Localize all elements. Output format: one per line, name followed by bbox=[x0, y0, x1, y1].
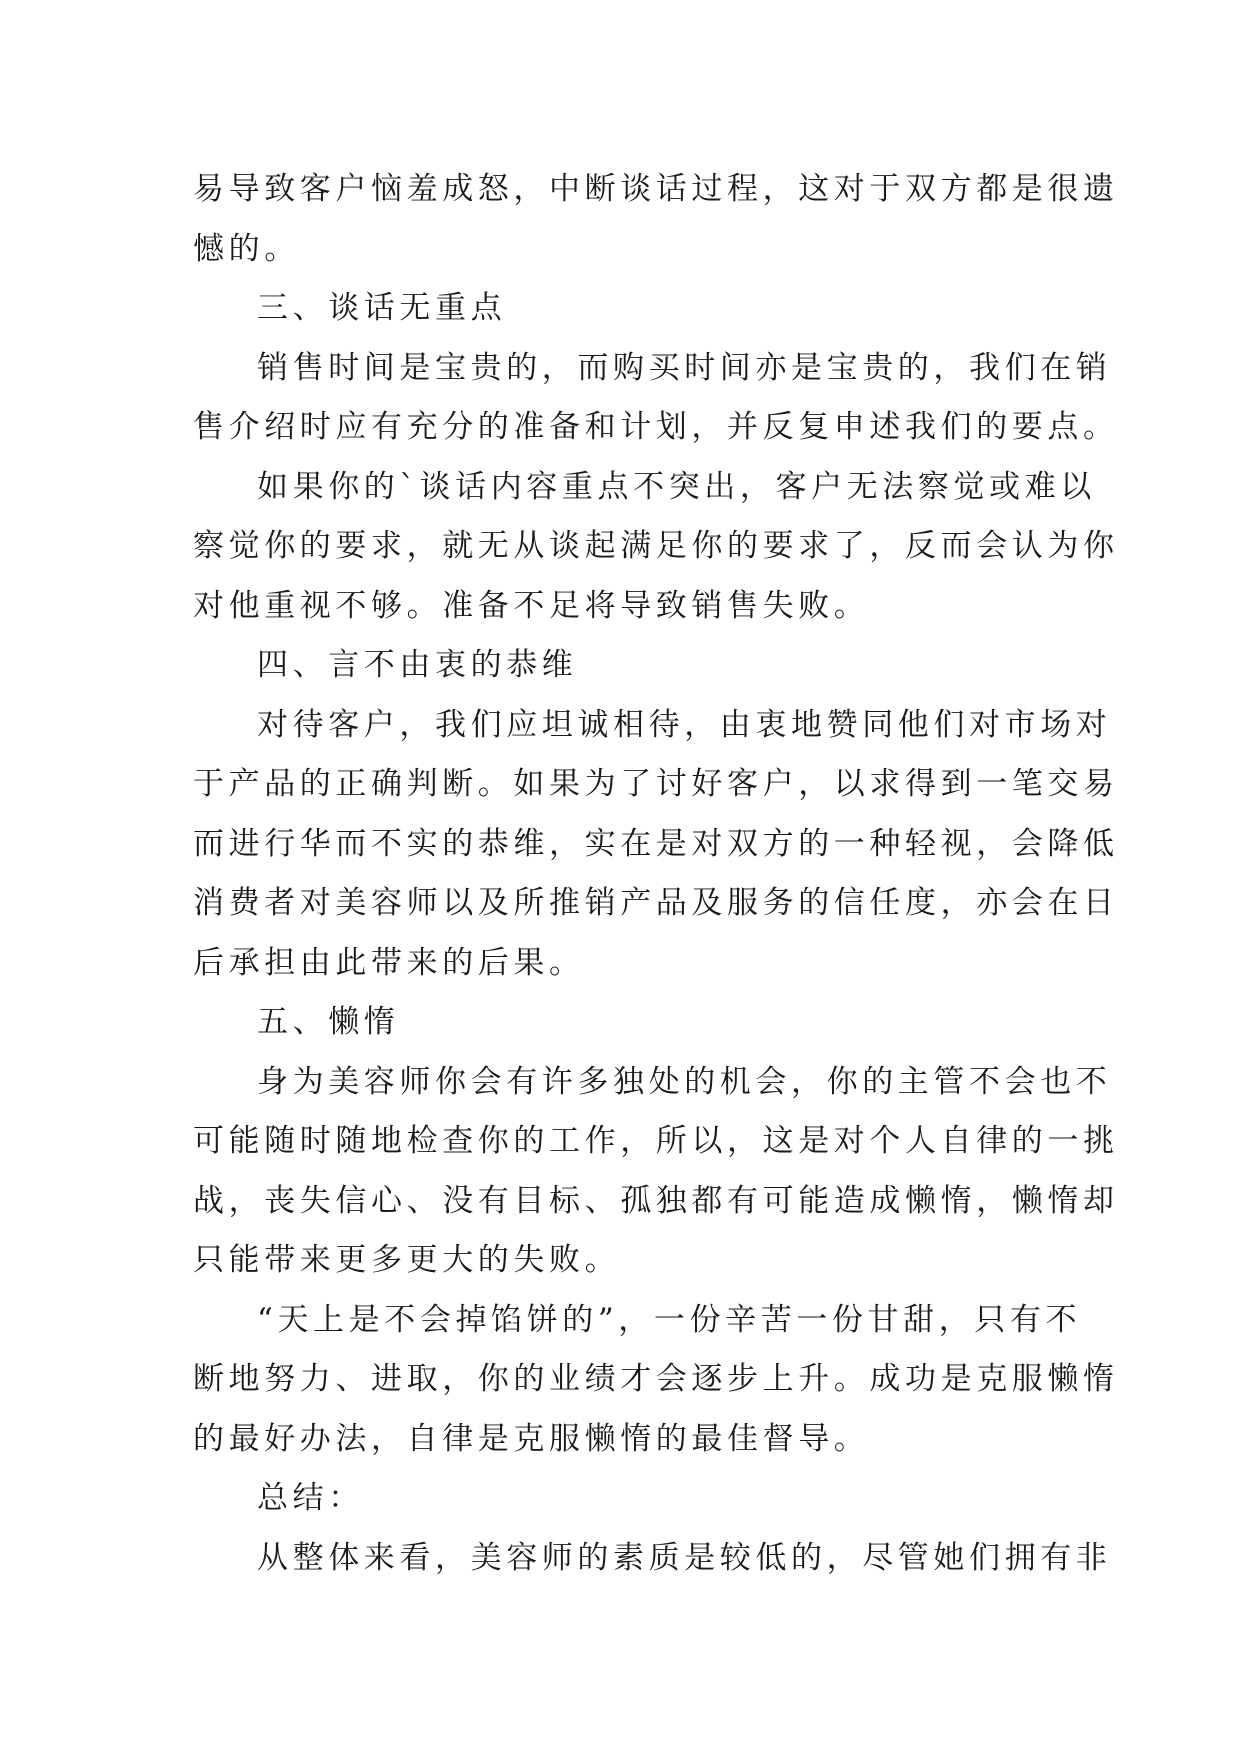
section-heading: 五、懒惰 bbox=[257, 1004, 400, 1040]
text-line: 憾的。 bbox=[193, 230, 300, 267]
text-line: 的最好办法，自律是克服懒惰的最佳督导。 bbox=[193, 1420, 870, 1457]
text-line: 如果你的`谈话内容重点不突出，客户无法察觉或难以 bbox=[257, 468, 1096, 505]
section-heading: 三、谈话无重点 bbox=[257, 290, 507, 326]
text-line: 销售时间是宝贵的，而购买时间亦是宝贵的，我们在销 bbox=[257, 349, 1112, 386]
text-line: 对他重视不够。准备不足将导致销售失败。 bbox=[193, 587, 870, 624]
text-line: 察觉你的要求，就无从谈起满足你的要求了，反而会认为你 bbox=[193, 528, 1119, 564]
text-line: 对待客户，我们应坦诚相待，由衷地赞同他们对市场对 bbox=[257, 706, 1112, 743]
text-line: 易导致客户恼羞成怒，中断谈话过程，这对于双方都是很遗 bbox=[193, 171, 1119, 207]
text-line: 从整体来看，美容师的素质是较低的，尽管她们拥有非 bbox=[257, 1539, 1112, 1576]
text-line: 身为美容师你会有许多独处的机会，你的主管不会也不 bbox=[257, 1063, 1112, 1100]
text-line: 战，丧失信心、没有目标、孤独都有可能造成懒惰，懒惰却 bbox=[193, 1182, 1119, 1219]
text-line: 断地努力、进取，你的业绩才会逐步上升。成功是克服懒惰 bbox=[193, 1361, 1119, 1397]
text-line: 可能随时随地检查你的工作，所以，这是对个人自律的一挑 bbox=[193, 1123, 1119, 1159]
text-line: 消费者对美容师以及所推销产品及服务的信任度，亦会在日 bbox=[193, 885, 1119, 921]
text-line: 而进行华而不实的恭维，实在是对双方的一种轻视，会降低 bbox=[193, 825, 1119, 862]
text-line: “天上是不会掉馅饼的”，一份辛苦一份甘甜，只有不 bbox=[257, 1301, 1082, 1338]
text-line: 于产品的正确判断。如果为了讨好客户，以求得到一笔交易 bbox=[193, 766, 1119, 802]
text-line: 后承担由此带来的后果。 bbox=[193, 944, 585, 981]
document-body bbox=[193, 160, 1119, 1588]
section-heading: 四、言不由衷的恭维 bbox=[257, 647, 578, 683]
section-heading: 总结： bbox=[257, 1480, 364, 1516]
text-line: 售介绍时应有充分的准备和计划，并反复申述我们的要点。 bbox=[193, 409, 1119, 445]
text-line: 只能带来更多更大的失败。 bbox=[193, 1242, 621, 1278]
